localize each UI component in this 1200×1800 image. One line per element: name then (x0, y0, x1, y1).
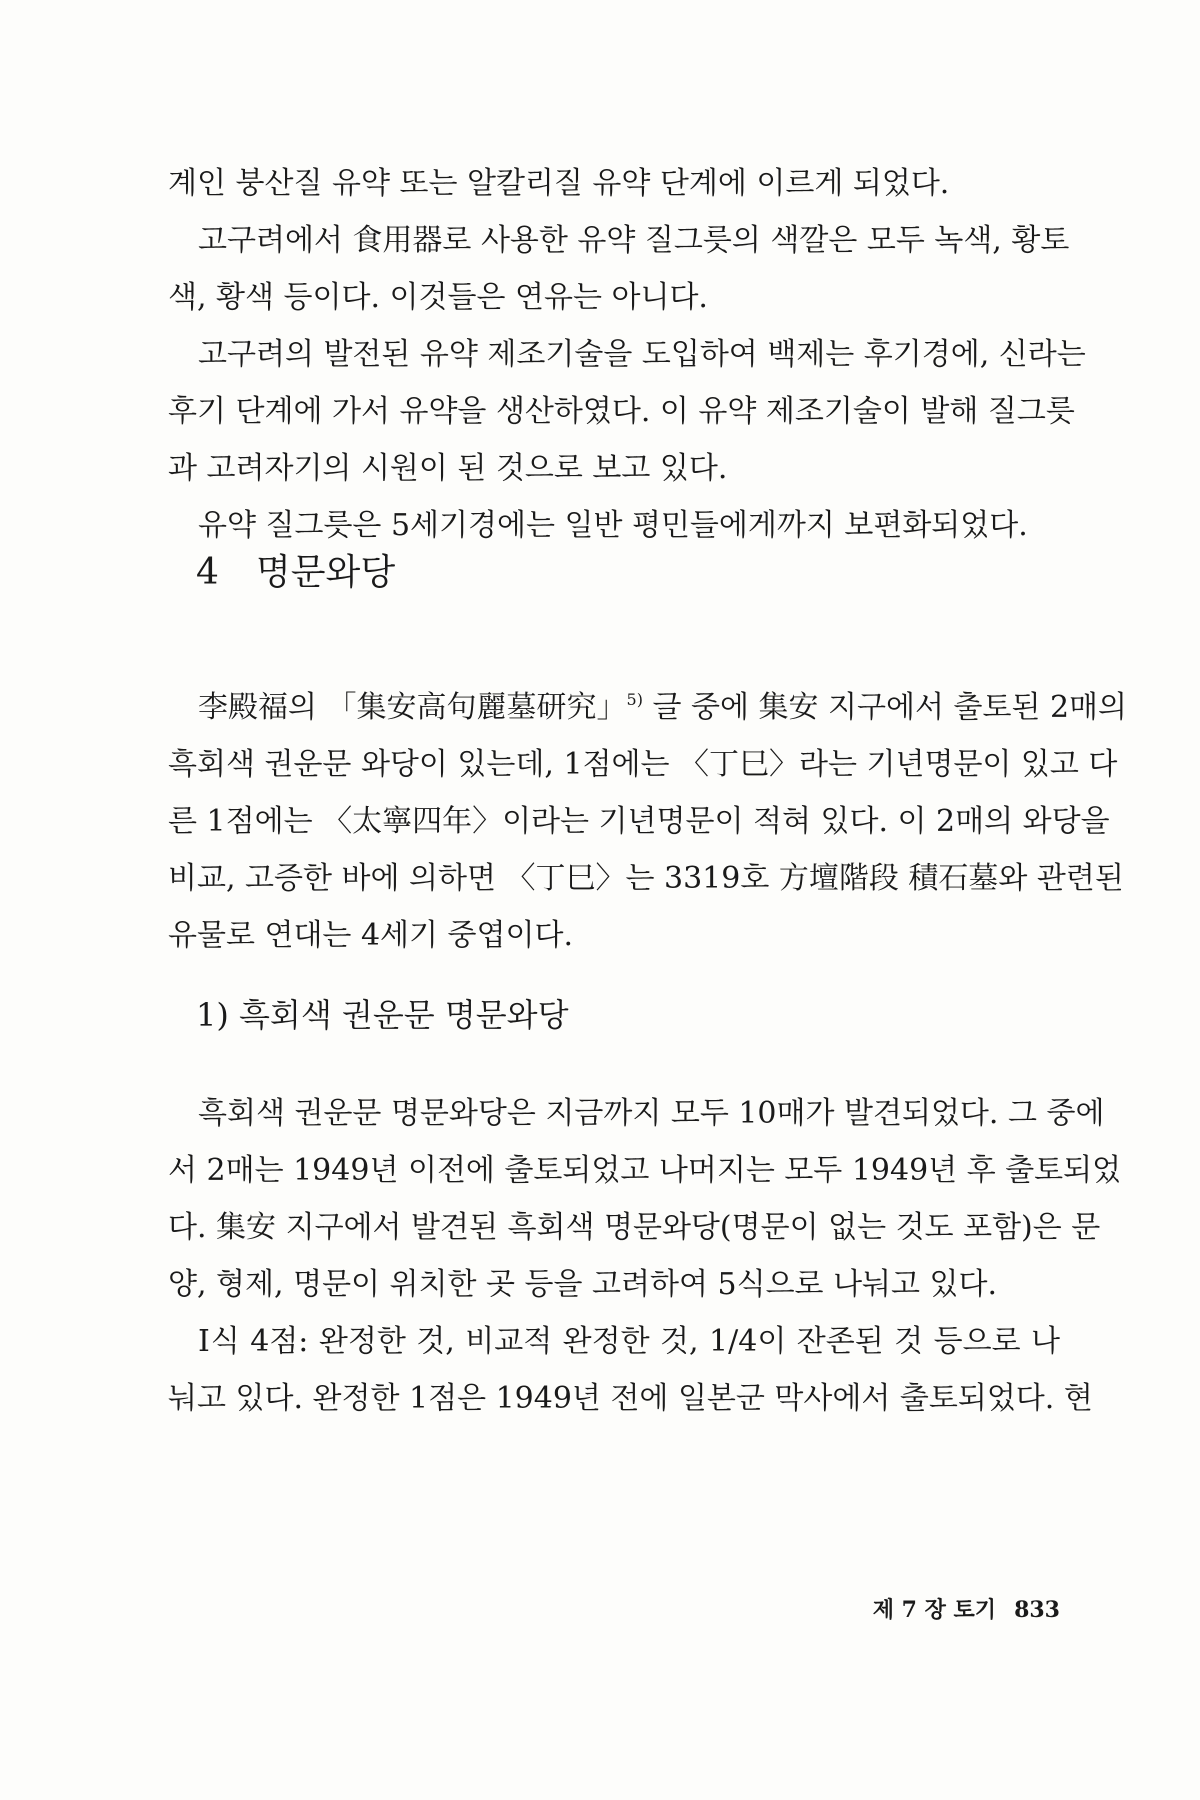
subsection-heading: 1) 흑회색 권운문 명문와당 (196, 996, 569, 1034)
text-line: 고구려의 발전된 유약 제조기술을 도입하여 백제는 후기경에, 신라는 (198, 337, 1086, 372)
paragraph-glaze (168, 155, 1086, 554)
text-line: 비교, 고증한 바에 의하면 〈丁巳〉는 3319호 方壇階段 積石墓와 관련된 (168, 861, 1124, 896)
text-line: 흑회색 권운문 명문와당은 지금까지 모두 10매가 발견되었다. 그 중에 (198, 1096, 1105, 1131)
text-line: 고구려에서 食用器로 사용한 유약 질그릇의 색깔은 모두 녹색, 황토 (198, 223, 1070, 258)
paragraph-li-dianfu (168, 679, 1128, 964)
text-line: 계인 붕산질 유약 또는 알칼리질 유약 단계에 이르게 되었다. (168, 166, 950, 201)
text-line: 른 1점에는 〈太寧四年〉이라는 기년명문이 적혀 있다. 이 2매의 와당을 (168, 804, 1110, 839)
text-line: 눠고 있다. 완정한 1점은 1949년 전에 일본군 막사에서 출토되었다. 현 (168, 1381, 1093, 1416)
text-line: 양, 형제, 명문이 위치한 곳 등을 고려하여 5식으로 나눠고 있다. (168, 1267, 998, 1302)
page-number: 833 (1014, 1597, 1060, 1623)
text-line: 유물로 연대는 4세기 중엽이다. (168, 918, 573, 953)
section-heading (196, 548, 395, 598)
section-number: 4 (196, 552, 219, 593)
text-line: 유약 질그릇은 5세기경에는 일반 평민들에게까지 보편화되었다. (198, 508, 1028, 543)
section-title: 명문와당 (256, 552, 396, 593)
footnote-marker: 5) (626, 690, 643, 709)
chapter-label: 제 7 장 토기 (872, 1597, 997, 1623)
text-line: Ⅰ식 4점: 완정한 것, 비교적 완정한 것, 1/4이 잔존된 것 등으로 나 (198, 1324, 1060, 1359)
text-line: 서 2매는 1949년 이전에 출토되었고 나머지는 모두 1949년 후 출토되었 (168, 1153, 1122, 1188)
text-line: 다. 集安 지구에서 발견된 흑회색 명문와당(명문이 없는 것도 포함)은 문 (168, 1210, 1101, 1245)
text-line: 흑회색 권운문 와당이 있는데, 1점에는 〈丁巳〉라는 기년명문이 있고 다 (168, 747, 1118, 782)
page-footer (820, 1594, 1060, 1626)
text-line: 과 고려자기의 시원이 된 것으로 보고 있다. (168, 451, 728, 486)
paragraph-roof-tiles (168, 1085, 1122, 1427)
text-segment: 글 중에 集安 지구에서 출토된 2매의 (642, 690, 1128, 725)
text-segment: 李殿福의 「集安高句麗墓研究」 (198, 690, 627, 725)
text-line: 색, 황색 등이다. 이것들은 연유는 아니다. (168, 280, 708, 315)
text-line (168, 679, 1128, 736)
text-line: 후기 단계에 가서 유약을 생산하였다. 이 유약 제조기술이 발해 질그릇 (168, 394, 1075, 429)
